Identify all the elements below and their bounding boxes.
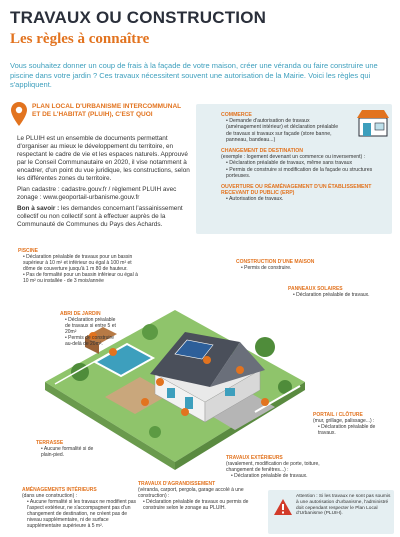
page-subtitle: Les règles à connaître	[10, 31, 150, 47]
terrasse-item: • Aucune formalité si de plain-pied.	[41, 446, 94, 458]
portail-label	[313, 412, 393, 436]
agrandissement-item: • Déclaration préalable de travaux ou permis de construire selon le zonage au PLUIH.	[143, 499, 249, 511]
terrasse-label	[36, 440, 96, 458]
construction-label	[236, 259, 356, 271]
good-to-know-text: les demandes concernant l'assainissement collectif ou non collectif sont à effectuer auprès de la Communauté de Communes du Pays des Achards.	[17, 205, 183, 228]
exterieurs-title: TRAVAUX EXTÉRIEURS	[226, 455, 283, 461]
panneaux-title: PANNEAUX SOLAIRES	[288, 286, 343, 292]
abri-item: • Déclaration préalable de travaux si entre 5 et 20m²	[65, 317, 116, 335]
plu-paragraph-3	[17, 205, 193, 229]
exterieurs-item: • Déclaration préalable de travaux.	[231, 473, 308, 479]
terrasse-title: TERRASSE	[36, 440, 64, 446]
plu-paragraph-1: Le PLUIH est un ensemble de documents permettant d'organiser au mieux le développement du territoire, en respectant le cadre de vie et les espaces naturels. Approuvé par le Conseil Communautaire en 2020, il vise notamment à encadrer, d'un point du vue juridique, les constructions, selon les différentes zones du territoire.	[17, 135, 190, 182]
warning-text: Attention : Si les travaux ne sont pas soumis à une autorisation d'urbanisme, l'administré doit cependant respecter le Plan Local d'Urbanisme (PLUIH).	[296, 494, 391, 517]
piscine-item: • Pas de formalité pour un bassin inférieur ou égal à 10 m² ou installée - de 3 mois/année	[23, 272, 138, 284]
good-to-know-label: Bon à savoir :	[17, 205, 60, 212]
portail-item: • Déclaration préalable de travaux.	[318, 424, 376, 436]
warning-icon	[273, 498, 293, 516]
commerce-text	[221, 112, 389, 203]
agrandissement-title: TRAVAUX D'AGRANDISSEMENT	[138, 481, 216, 487]
erp-item: • Autorisation de travaux.	[226, 196, 284, 203]
panneaux-label	[288, 286, 392, 298]
interieurs-sub: (dans une construction) :	[22, 493, 78, 499]
exterieurs-sub: (ravalement, modification de porte, toiture, changement de fenêtres...) :	[226, 461, 320, 473]
plu-body	[17, 135, 193, 232]
construction-item: • Permis de construire.	[241, 265, 292, 271]
destination-intro: (exemple : logement devenant un commerce ou inversement) :	[221, 154, 366, 161]
piscine-item: • Déclaration préalable de travaux pour un bassin supérieur à 10 m² et inférieur ou égal à 100 m² et dôme de couverture jusqu'à 1 m 80 de hauteur.	[23, 254, 133, 272]
piscine-label	[18, 248, 138, 284]
erp-title: OUVERTURE OU RÉAMÉNAGEMENT D'UN ÉTABLISSEMENT RECEVANT DU PUBLIC (ERP)	[221, 184, 372, 197]
destination-title: CHANGEMENT DE DESTINATION	[221, 148, 304, 155]
destination-item: • Déclaration préalable de travaux, même sans travaux	[226, 160, 353, 167]
map-pin-icon	[10, 101, 28, 127]
interieurs-label	[22, 487, 138, 529]
plu-paragraph-2: Plan cadastre : cadastre.gouv.fr / règlement PLUIH avec zonage : www.geoportail-urbanisme.gouv.fr	[17, 186, 177, 201]
page-title: TRAVAUX OU CONSTRUCTION	[10, 8, 267, 27]
commerce-item: • Demande d'autorisation de travaux (aménagement intérieur) et déclaration préalable de travaux si travaux sur façade (store banne, panneau, bandeau...)	[226, 118, 339, 143]
commerce-title: COMMERCE	[221, 112, 252, 118]
abri-item: • Permis de construire au-delà de 20m².	[65, 335, 114, 347]
intro-text: Vous souhaitez donner un coup de frais à la façade de votre maison, créer une véranda ou faire construire une piscine dans votre jardin ? Ces travaux nécessitent souvent une autorisation de la Mairie. Voici les règles qui s'appliquent.	[10, 61, 378, 90]
exterieurs-label	[226, 455, 328, 479]
abri-label	[60, 311, 120, 347]
abri-title: ABRI DE JARDIN	[60, 311, 101, 317]
plu-title: PLAN LOCAL D'URBANISME INTERCOMMUNAL ET DE L'HABITAT (PLUIH), C'EST QUOI	[32, 103, 181, 118]
interieurs-title: AMÉNAGEMENTS INTÉRIEURS	[22, 487, 97, 493]
piscine-title: PISCINE	[18, 248, 39, 254]
interieurs-item: • Aucune formalité si les travaux ne modifient pas l'aspect extérieur, ne s'accompagnent pas d'un changement de destination, ne créent pas de niveau supplémentaire, ni de surface supplémentaire supérieure à 5 m².	[27, 499, 137, 529]
destination-item: • Permis de construire si modification de la façade ou structures porteuses.	[226, 166, 373, 179]
panneaux-item: • Déclaration préalable de travaux.	[293, 292, 370, 298]
agrandissement-label	[138, 481, 250, 511]
portail-sub: (mur, grillage, palissage...) :	[313, 418, 375, 424]
portail-title: PORTAIL / CLÔTURE	[313, 412, 363, 418]
construction-title: CONSTRUCTION D'UNE MAISON	[236, 259, 315, 265]
agrandissement-sub: (véranda, carport, pergola, garage accolé à une construction) :	[138, 487, 244, 499]
